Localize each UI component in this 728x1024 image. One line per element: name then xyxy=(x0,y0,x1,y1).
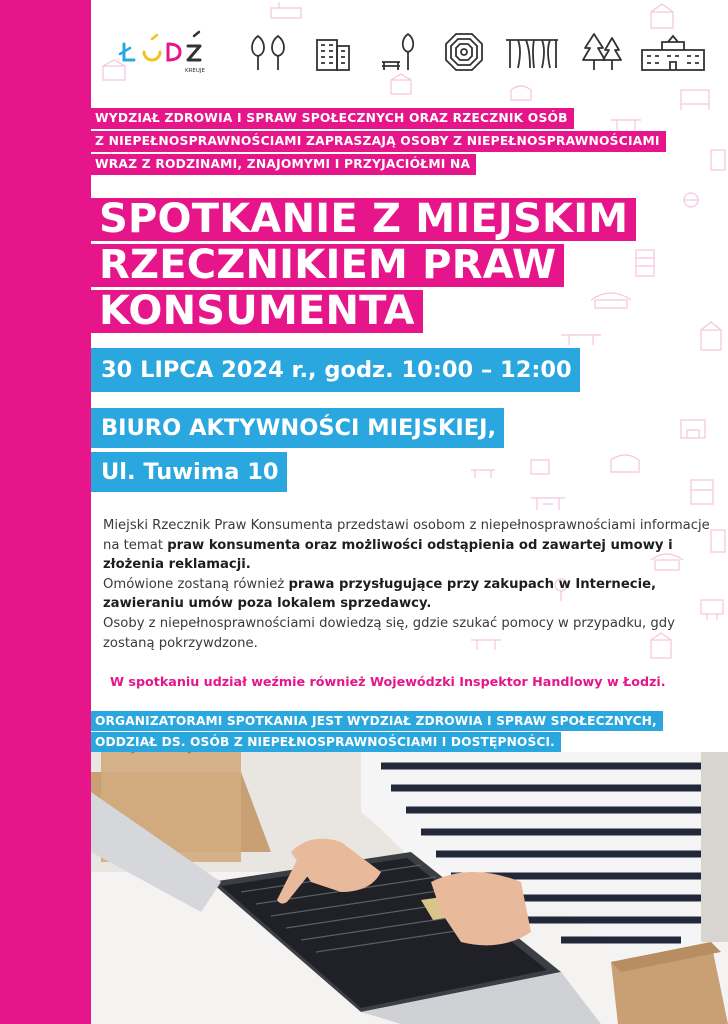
park-bench-tree-icon xyxy=(380,32,424,72)
invitation-line-3: WRAZ Z RODZINAMI, ZNAJOMYMI I PRZYJACIÓŁMI NA xyxy=(91,154,476,175)
event-description xyxy=(103,516,718,653)
description-p1-regular: Miejski Rzecznik Praw Konsumenta przedstawi osobom z niepełnosprawnościami informacje na temat xyxy=(103,518,710,553)
event-date: 30 LIPCA 2024 r., godz. 10:00 – 12:00 xyxy=(91,348,580,392)
apartment-block-icon xyxy=(314,32,352,72)
event-place-line-2: Ul. Tuwima 10 xyxy=(91,452,287,492)
lodz-kreuje-logo xyxy=(118,30,218,74)
pink-side-bar xyxy=(0,0,91,1024)
spruce-trees-icon xyxy=(580,32,624,72)
laptop-shopping-photo xyxy=(91,752,728,1024)
description-p3: Osoby z niepełnosprawnościami dowiedzą się, gdzie szukać pomocy w przypadku, gdy zostaną pokrzywdzone. xyxy=(103,615,675,651)
trees-icon xyxy=(246,32,290,72)
organizers-line-1: ORGANIZATORAMI SPOTKANIA JEST WYDZIAŁ ZDROWIA I SPRAW SPOŁECZNYCH, xyxy=(91,711,663,731)
palace-building-icon xyxy=(640,32,706,72)
bridge-arches-icon xyxy=(504,32,560,72)
inspector-note: W spotkaniu udział weźmie również Wojewódzki Inspektor Handlowy w Łodzi. xyxy=(110,674,666,689)
event-place-line-1: BIURO AKTYWNOŚCI MIEJSKIEJ, xyxy=(91,408,504,448)
maze-icon xyxy=(444,32,484,72)
description-p1-bold: praw konsumenta oraz możliwości odstąpienia od zawartej umowy i złożenia reklamacji. xyxy=(103,537,673,573)
title-line-2: RZECZNIKIEM PRAW xyxy=(91,244,564,287)
organizers-line-2: ODDZIAŁ DS. OSÓB Z NIEPEŁNOSPRAWNOŚCIAMI I DOSTĘPNOŚCI. xyxy=(91,732,561,752)
logo-tagline: KREUJE xyxy=(185,68,206,74)
title-line-1: SPOTKANIE Z MIEJSKIM xyxy=(91,198,636,241)
invitation-line-1: WYDZIAŁ ZDROWIA I SPRAW SPOŁECZNYCH ORAZ RZECZNIK OSÓB xyxy=(91,108,574,129)
city-icons-row xyxy=(118,26,708,76)
description-p2-regular: Omówione zostaną również xyxy=(103,576,289,592)
description-p2-bold: prawa przysługujące przy zakupach w Internecie, zawieraniu umów poza lokalem sprzedawcy. xyxy=(103,576,657,612)
invitation-line-2: Z NIEPEŁNOSPRAWNOŚCIAMI ZAPRASZAJĄ OSOBY Z NIEPEŁNOSPRAWNOŚCIAMI xyxy=(91,131,666,152)
title-line-3: KONSUMENTA xyxy=(91,290,423,333)
